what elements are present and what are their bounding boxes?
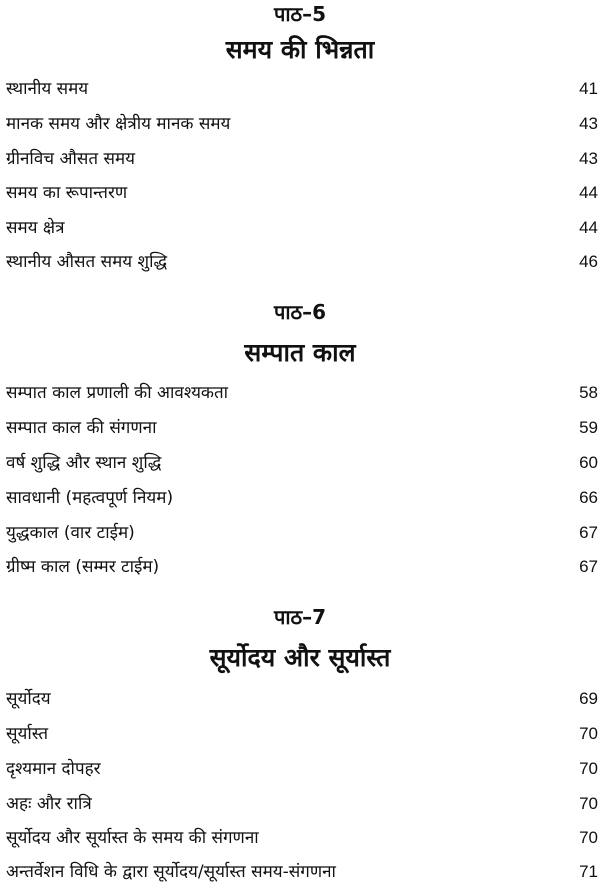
- chapter-6-title: सम्पात काल: [244, 338, 356, 367]
- toc-entry-page: 41: [579, 79, 598, 98]
- toc-entry[interactable]: [6, 683, 598, 715]
- toc-entry[interactable]: [6, 73, 598, 105]
- toc-entry-page: 43: [579, 114, 598, 133]
- toc-entry[interactable]: [6, 108, 598, 140]
- toc-entry[interactable]: [6, 412, 598, 444]
- toc-entry-page: 70: [579, 724, 598, 743]
- chapter-5-label: पाठ–5: [273, 2, 327, 26]
- toc-entry-page: 70: [579, 794, 598, 813]
- toc-entry-title: मानक समय और क्षेत्रीय मानक समय: [6, 114, 231, 134]
- toc-entry[interactable]: [6, 246, 598, 278]
- toc-entry-title: सावधानी (महत्वपूर्ण नियम): [6, 488, 174, 508]
- toc-entry-title: समय क्षेत्र: [6, 218, 65, 238]
- toc-entry-title: दृश्यमान दोपहर: [6, 759, 101, 779]
- toc-entry-title: अहः और रात्रि: [6, 794, 92, 814]
- toc-entry-title: अन्तर्वेशन विधि के द्वारा सूर्योदय/सूर्यास्त समय-संगणना: [6, 862, 336, 882]
- toc-entry[interactable]: [6, 447, 598, 479]
- toc-entry-page: 67: [579, 557, 598, 576]
- toc-entry-page: 67: [579, 523, 598, 542]
- toc-entry-title: सूर्यास्त: [6, 724, 49, 744]
- toc-entry-page: 59: [579, 418, 598, 437]
- toc-entry[interactable]: [6, 788, 598, 820]
- toc-entry[interactable]: [6, 551, 598, 583]
- chapter-5-title: समय की भिन्नता: [225, 35, 375, 64]
- toc-entry-title: युद्धकाल (वार टाईम): [6, 523, 135, 543]
- toc-entry-page: 70: [579, 828, 598, 847]
- chapter-7-label: पाठ–7: [273, 605, 327, 629]
- chapter-6-label: पाठ–6: [273, 300, 327, 324]
- toc-entry[interactable]: [6, 482, 598, 514]
- toc-entry-page: 69: [579, 689, 598, 708]
- toc-entry-page: 44: [579, 218, 598, 237]
- chapter-7-title: सूर्योदय और सूर्यास्त: [209, 643, 391, 672]
- toc-entry-page: 43: [579, 149, 598, 168]
- toc-entry-page: 70: [579, 759, 598, 778]
- toc-entry[interactable]: [6, 377, 598, 409]
- toc-entry[interactable]: [6, 517, 598, 549]
- toc-entry-page: 58: [579, 383, 598, 402]
- toc-entry-page: 66: [579, 488, 598, 507]
- toc-entry[interactable]: [6, 856, 598, 888]
- toc-entry[interactable]: [6, 753, 598, 785]
- toc-entry-title: सम्पात काल की संगणना: [6, 418, 157, 438]
- toc-entry-page: 60: [579, 453, 598, 472]
- toc-entry[interactable]: [6, 212, 598, 244]
- toc-entry-page: 44: [579, 183, 598, 202]
- toc-entry-title: सम्पात काल प्रणाली की आवश्यकता: [6, 383, 229, 403]
- toc-entry[interactable]: [6, 822, 598, 854]
- toc-entry[interactable]: [6, 177, 598, 209]
- toc-entry-title: वर्ष शुद्धि और स्थान शुद्धि: [6, 453, 162, 473]
- toc-entry-title: स्थानीय समय: [6, 79, 89, 99]
- toc-entry[interactable]: [6, 718, 598, 750]
- toc-entry-page: 71: [579, 862, 598, 881]
- toc-entry-title: ग्रीष्म काल (सम्मर टाईम): [6, 557, 160, 577]
- toc-entry-title: सूर्योदय और सूर्यास्त के समय की संगणना: [6, 828, 259, 848]
- toc-entry-title: समय का रूपान्तरण: [6, 183, 128, 203]
- toc-entry-title: सूर्योदय: [6, 689, 51, 709]
- toc-entry-page: 46: [579, 252, 598, 271]
- toc-entry-title: स्थानीय औसत समय शुद्धि: [6, 252, 168, 272]
- toc-entry[interactable]: [6, 143, 598, 175]
- toc-entry-title: ग्रीनविच औसत समय: [6, 149, 135, 169]
